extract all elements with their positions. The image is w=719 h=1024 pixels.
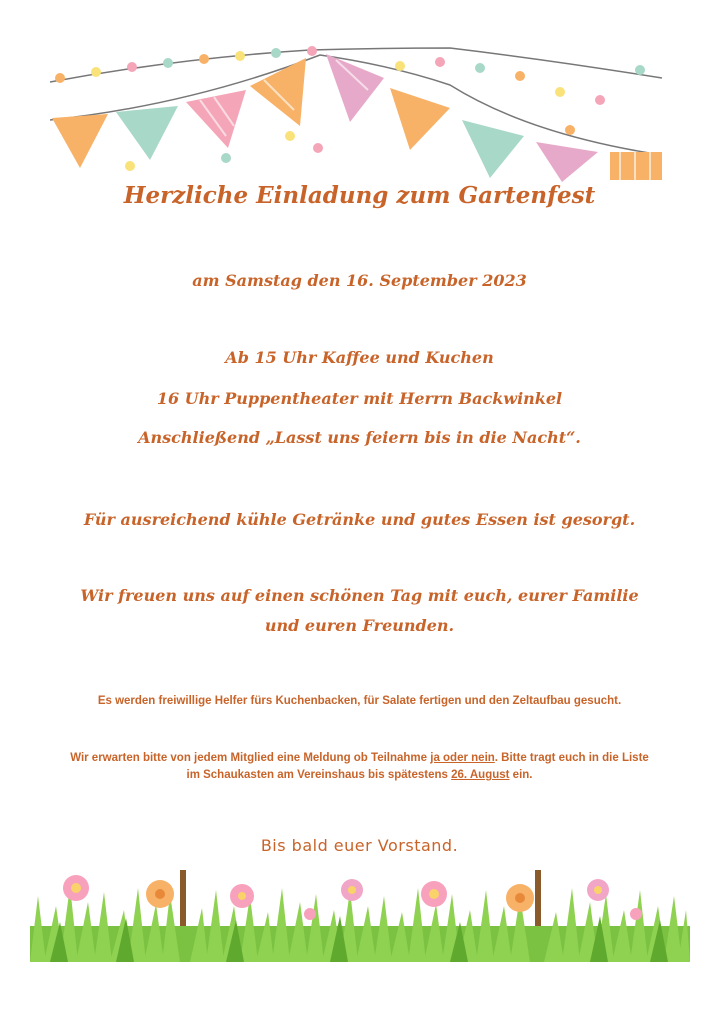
schedule-item: Ab 15 Uhr Kaffee und Kuchen	[225, 348, 494, 367]
signoff: Bis bald euer Vorstand.	[260, 836, 459, 855]
response-text: im Schaukasten am Vereinshaus bis spätestens	[186, 769, 452, 781]
welcome-line: Wir freuen uns auf einen schönen Tag mit euch, eurer Familie	[80, 586, 639, 605]
response-text: . Bitte tragt euch in die Liste	[494, 752, 649, 764]
helpers-request: Es werden freiwillige Helfer fürs Kuchenbacken, für Salate fertigen und den Zeltaufbau gesucht.	[97, 695, 622, 707]
bunting-garland-icon	[50, 40, 665, 185]
flower-meadow-icon	[30, 866, 690, 962]
response-deadline: 26. August	[451, 769, 510, 781]
response-text: ein.	[509, 769, 533, 781]
response-answer-options: ja oder nein	[430, 752, 495, 764]
event-date: am Samstag den 16. September 2023	[192, 271, 527, 290]
schedule-item: Anschließend „Lasst uns feiern bis in die Nacht“.	[138, 428, 581, 447]
response-request-line-1	[0, 752, 719, 764]
response-text: Wir erwarten bitte von jedem Mitglied eine Meldung ob Teilnahme	[70, 752, 431, 764]
welcome-line: und euren Freunden.	[264, 616, 455, 635]
response-request-line-2	[0, 769, 719, 781]
drinks-note: Für ausreichend kühle Getränke und gutes Essen ist gesorgt.	[83, 510, 636, 529]
invitation-title: Herzliche Einladung zum Gartenfest	[123, 182, 596, 209]
schedule-item: 16 Uhr Puppentheater mit Herrn Backwinkel	[156, 389, 563, 408]
